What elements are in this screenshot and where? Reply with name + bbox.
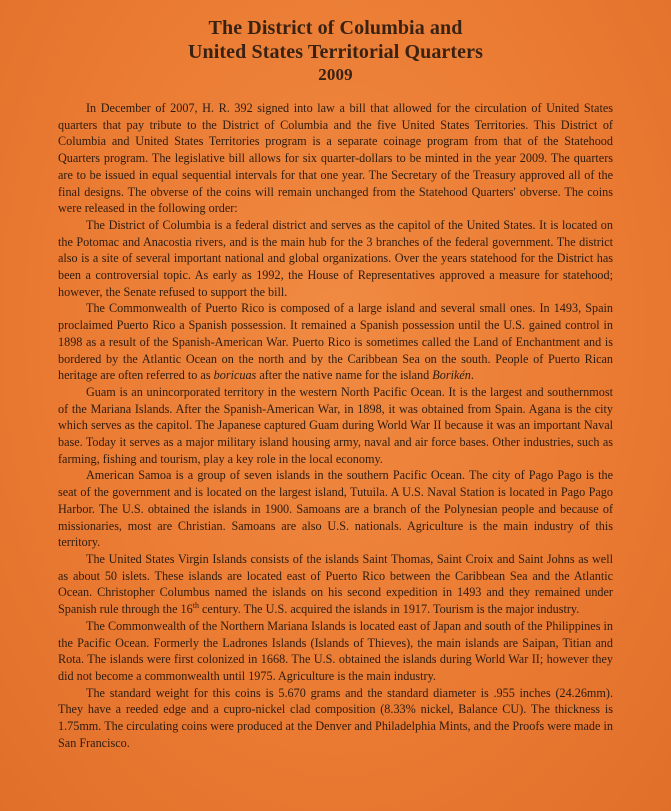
paragraph-northern-mariana-islands: The Commonwealth of the Northern Mariana Islands is located east of Japan and south of the Philippines in the Pacific Ocean. Formerly the Ladrones Islands (Islands of Thieves), the main islands are Saipan, Titian and Rota. The islands were first colonized in 1668. The U.S. obtained the islands during World War II; however they did not become a commonwealth until 1975. Agriculture is the main industry.	[58, 618, 613, 683]
title-year: 2009	[318, 65, 353, 84]
virgin-islands-text-2: century. The U.S. acquired the islands in 1917. Tourism is the major industry.	[198, 602, 580, 617]
document-body	[58, 100, 613, 751]
paragraph-guam: Guam is an unincorporated territory in the western North Pacific Ocean. It is the largest and southernmost of the Mariana Islands. After the Spanish-American War, in 1898, it was obtained from Spain. Agana is the city which serves as the capitol. The Japanese captured Guam during World War II because it was an important Naval base. Today it serves as a major military island housing army, naval and air force bases. Other industries, such as farming, fishing and tourism, play a key role in the local economy.	[58, 384, 613, 466]
puerto-rico-text-3: .	[470, 368, 474, 383]
paragraph-district-of-columbia: The District of Columbia is a federal district and serves as the capitol of the United States. It is located on the Potomac and Anacostia rivers, and is the main hub for the 3 branches of the federal government. The district also is a site of several important national and global organizations. Over the years statehood for the District has been a controversial topic. As early as 1992, the House of Representatives approved a measure for statehood; however, the Senate refused to support the bill.	[58, 217, 613, 299]
puerto-rico-text-2: after the native name for the island	[256, 368, 433, 383]
puerto-rico-text-1: The Commonwealth of Puerto Rico is composed of a large island and several small ones. In 1493, Spain proclaimed Puerto Rico a Spanish possession. It remained a Spanish possession until the U.S. gained control in 1898 as a result of the Spanish-American War. Puerto Rico is sometimes called the Land of Enchantment and is bordered by the Atlantic Ocean on the north and by the Caribbean Sea on the south. People of Puerto Rican heritage are often referred to as	[58, 301, 613, 383]
paragraph-virgin-islands	[58, 551, 613, 618]
paragraph-american-samoa: American Samoa is a group of seven islands in the southern Pacific Ocean. The city of Pago Pago is the seat of the government and is located on the largest island, Tutuila. A U.S. Naval Station is located in Pago Pago Harbor. The U.S. obtained the islands in 1900. Samoans are a branch of the Polynesian people and because of missionaries, most are Christian. Samoans are also U.S. nationals. Agriculture is the main industry of this territory.	[58, 468, 613, 550]
puerto-rico-term-boricuas: boricuas	[213, 368, 257, 383]
paragraph-coin-specifications: The standard weight for this coins is 5.670 grams and the standard diameter is .955 inches (24.26mm). They have a reeded edge and a cupro-nickel clad composition (8.33% nickel, Balance CU). The thickness is 1.75mm. The circulating coins were produced at the Denver and Philadelphia Mints, and the Proofs were made in San Francisco.	[58, 685, 613, 750]
ordinal-suffix: th	[192, 601, 199, 611]
document-title	[58, 16, 613, 86]
puerto-rico-term-boriken: Borikén	[432, 368, 471, 383]
paragraph-intro: In December of 2007, H. R. 392 signed into law a bill that allowed for the circulation of United States quarters that pay tribute to the District of Columbia and the five United States Territories. This District of Columbia and United States Territories program is a separate coinage program from that of the Statehood Quarters program. The legislative bill allows for six quarter-dollars to be minted in the year 2009. The quarters are to be issued in equal sequential intervals for that one year. The Secretary of the Treasury approved all of the final designs. The obverse of the coins will remain unchanged from the Statehood Quarters' obverse. The coins were released in the following order:	[58, 101, 613, 216]
title-line-2: United States Territorial Quarters	[187, 41, 484, 63]
title-line-1: The District of Columbia and	[208, 17, 463, 39]
paragraph-puerto-rico	[58, 300, 613, 384]
virgin-islands-text-1: The United States Virgin Islands consists of the islands Saint Thomas, Saint Croix and Saint Johns as well as about 50 islets. These islands are located east of Puerto Rico between the Caribbean Sea and the Atlantic Ocean. Christopher Columbus named the islands on his second expedition in 1493 and they remained under Spanish rule through the 16	[58, 551, 613, 617]
